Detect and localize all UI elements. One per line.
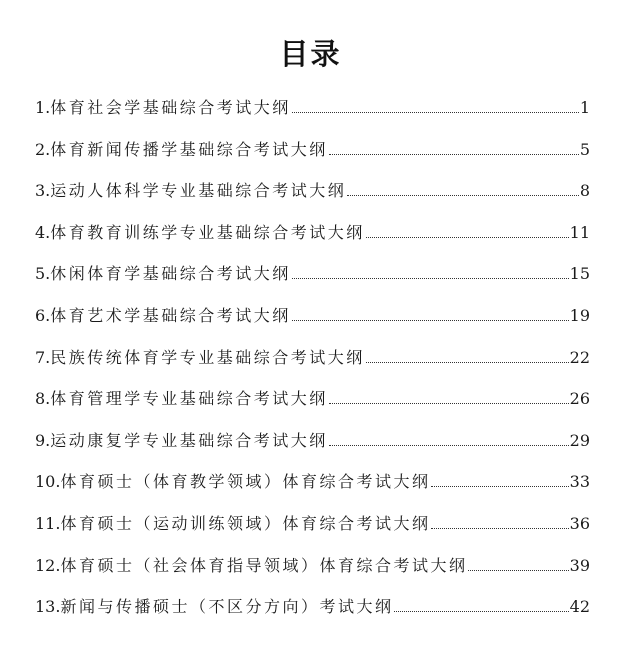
entry-number: 13. [35,597,61,617]
dot-leader [292,319,569,321]
entry-title: 体育社会学基础综合考试大纲 [50,98,291,117]
entry-title: 体育硕士（体育教学领域）体育综合考试大纲 [60,472,431,492]
entry-number: 9. [35,430,51,450]
table-of-contents [35,96,590,637]
entry-title: 体育教育训练学专业基础综合考试大纲 [50,222,365,242]
entry-page: 5 [579,139,590,159]
dot-leader [431,485,568,487]
entry-number: 1. [35,98,51,117]
toc-entry[interactable] [35,512,590,554]
dot-leader [329,402,569,404]
entry-title: 新闻与传播硕士（不区分方向）考试大纲 [60,597,394,617]
entry-number: 2. [35,139,51,159]
entry-page: 42 [569,597,590,617]
entry-title: 体育艺术学基础综合考试大纲 [50,305,291,325]
dot-leader [366,236,569,238]
toc-entry[interactable] [35,179,590,221]
entry-title: 体育硕士（社会体育指导领域）体育综合考试大纲 [60,555,468,575]
entry-number: 5. [35,264,51,284]
toc-entry[interactable] [35,470,590,512]
dot-leader [347,194,579,196]
entry-page: 11 [569,222,590,242]
toc-entry[interactable] [35,346,590,388]
entry-title: 体育硕士（运动训练领域）体育综合考试大纲 [60,513,431,533]
entry-number: 11. [35,513,61,533]
dot-leader [329,153,579,155]
entry-number: 8. [35,389,51,409]
entry-page: 19 [569,305,590,325]
entry-page: 39 [569,555,590,575]
entry-page: 26 [569,389,590,409]
dot-leader [366,361,569,363]
entry-title: 运动康复学专业基础综合考试大纲 [50,430,328,450]
entry-page: 29 [569,430,590,450]
toc-entry[interactable] [35,554,590,596]
toc-entry[interactable] [35,387,590,429]
entry-title: 体育管理学专业基础综合考试大纲 [50,389,328,409]
entry-number: 4. [35,222,51,242]
dot-leader [329,444,569,446]
entry-page: 1 [579,98,590,117]
entry-page: 8 [579,181,590,201]
toc-entry[interactable] [35,138,590,180]
dot-leader [431,527,568,529]
toc-entry[interactable] [35,304,590,346]
entry-title: 休闲体育学基础综合考试大纲 [50,264,291,284]
entry-title: 运动人体科学专业基础综合考试大纲 [50,181,347,201]
dot-leader [394,610,568,612]
dot-leader [468,569,568,571]
page-title: 目录 [279,37,342,71]
entry-page: 15 [569,264,590,284]
entry-number: 3. [35,181,51,201]
toc-entry[interactable] [35,96,590,138]
toc-entry[interactable] [35,429,590,471]
entry-page: 22 [569,347,590,367]
entry-page: 33 [569,472,590,492]
entry-number: 6. [35,305,51,325]
entry-page: 36 [569,513,590,533]
toc-entry[interactable] [35,262,590,304]
dot-leader [292,111,579,113]
dot-leader [292,277,569,279]
entry-number: 7. [35,347,51,367]
entry-title: 民族传统体育学专业基础综合考试大纲 [50,347,365,367]
toc-entry[interactable] [35,595,590,637]
entry-number: 12. [35,555,61,575]
entry-title: 体育新闻传播学基础综合考试大纲 [50,139,328,159]
entry-number: 10. [35,472,61,492]
toc-entry[interactable] [35,221,590,263]
